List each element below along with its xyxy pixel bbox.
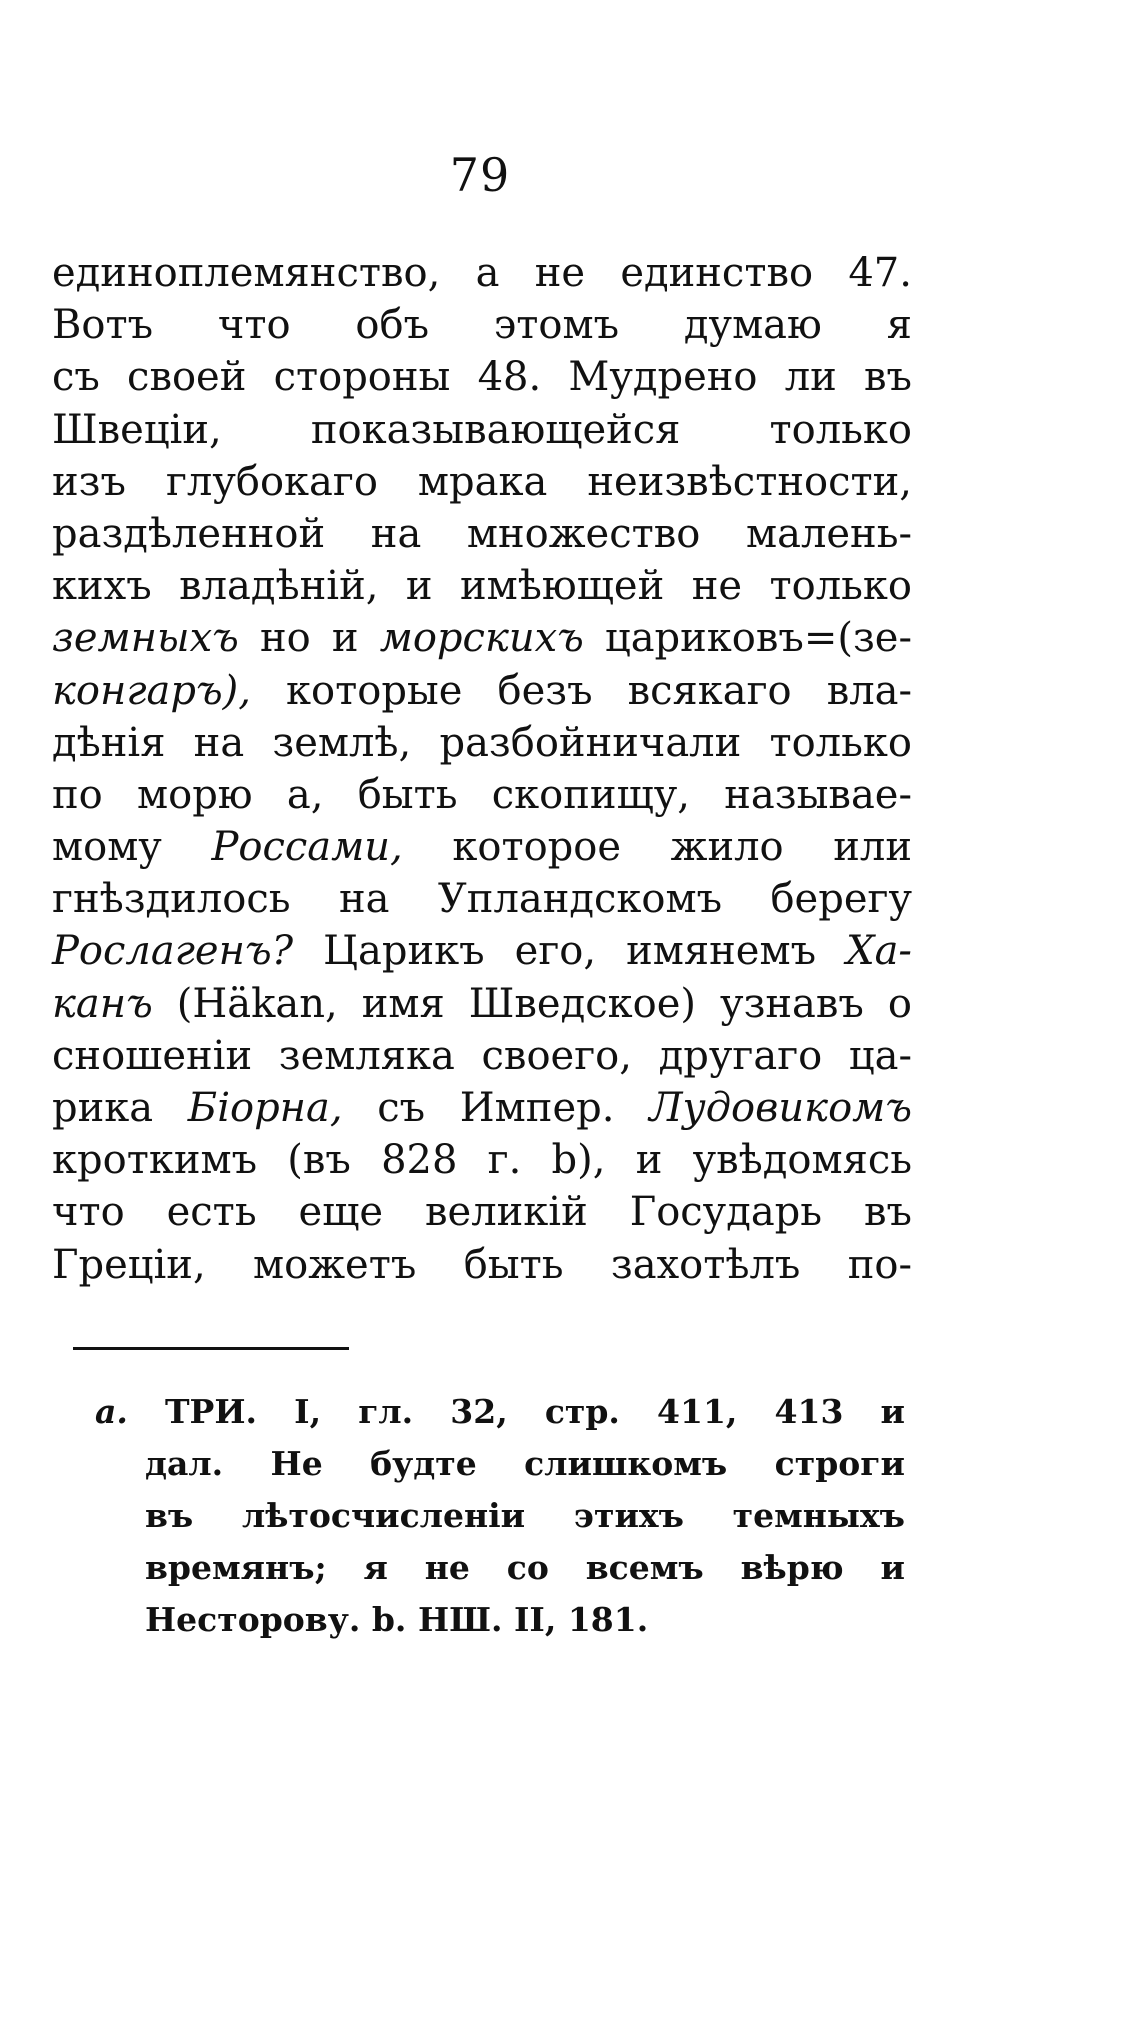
word: г.: [487, 1137, 522, 1184]
text-line: [52, 1085, 912, 1137]
word: малень-: [745, 510, 912, 557]
word: думаю: [683, 302, 822, 349]
italic-word: земныхъ: [52, 615, 239, 662]
italic-word: Лудовикомъ: [649, 1085, 912, 1131]
word: имя: [361, 980, 445, 1027]
text-line: [52, 668, 912, 720]
word: берегу: [770, 876, 912, 923]
word: ТРИ.: [164, 1392, 258, 1431]
word: и: [880, 1548, 905, 1587]
word: мому: [52, 824, 162, 871]
word: не: [691, 563, 743, 610]
word: II,: [513, 1600, 557, 1639]
word: не: [534, 250, 586, 296]
italic-word: морскихъ: [379, 615, 584, 662]
note-ref: a,: [286, 771, 324, 818]
word: безъ: [497, 667, 593, 714]
word: Вотъ: [52, 302, 154, 349]
word: не: [424, 1548, 470, 1587]
word: землѣ,: [272, 719, 412, 766]
italic-word: конгаръ),: [52, 667, 251, 714]
word: на: [193, 719, 245, 766]
word: мрака: [417, 458, 548, 505]
word: строги: [774, 1444, 905, 1483]
word: съ: [377, 1085, 426, 1131]
word: вла-: [826, 667, 912, 714]
word: только: [769, 719, 912, 766]
word: Швеціи,: [52, 406, 222, 453]
word: своей: [127, 354, 247, 401]
word: или: [833, 824, 912, 871]
word: раздѣленной: [52, 510, 326, 557]
text-line: [52, 1242, 912, 1294]
text-line: [52, 1137, 912, 1189]
word: Царикъ: [323, 928, 485, 975]
text-line: [52, 981, 912, 1033]
word: единоплемянство,: [52, 250, 441, 296]
word: въ: [145, 1496, 194, 1535]
word: Шведское): [468, 980, 696, 1027]
word: кихъ: [52, 563, 152, 610]
text-line: [52, 876, 912, 928]
word: великій: [425, 1189, 588, 1236]
word: имѣющей: [460, 563, 665, 610]
word: владѣній,: [179, 563, 379, 610]
word: я: [886, 302, 912, 349]
footnotes: [95, 1392, 905, 1652]
note-ref: 47.: [848, 250, 912, 296]
word: на: [370, 510, 422, 557]
word: 413: [774, 1392, 844, 1431]
word: изъ: [52, 458, 126, 505]
word: слишкомъ: [524, 1444, 728, 1483]
text-line: [52, 511, 912, 563]
word: гл.: [358, 1392, 414, 1431]
word: всякаго: [627, 667, 792, 714]
page-number: 79: [449, 148, 511, 202]
italic-word: Біорна,: [187, 1085, 343, 1131]
word: другаго: [658, 1032, 823, 1079]
text-line: [52, 1189, 912, 1241]
word: сношеніи: [52, 1032, 253, 1079]
word: темныхъ: [732, 1496, 905, 1535]
word: имянемъ: [626, 928, 817, 975]
word: быть: [463, 1241, 564, 1288]
word: и: [635, 1137, 663, 1184]
word: единство: [620, 250, 814, 296]
word: гнѣздилось: [52, 876, 291, 923]
word: (Häkan,: [176, 980, 338, 1027]
word: ли: [784, 354, 837, 401]
footnote-marker: b.: [371, 1600, 407, 1639]
word: НШ.: [417, 1600, 503, 1639]
text-line: [52, 563, 912, 615]
word: которые: [286, 667, 463, 714]
word: лѣтосчисленіи: [241, 1496, 526, 1535]
word: стр.: [544, 1392, 620, 1431]
note-ref: 48.: [477, 354, 542, 401]
word: 828: [381, 1137, 458, 1184]
word: захотѣлъ: [610, 1241, 801, 1288]
word: этихъ: [573, 1496, 684, 1535]
word: объ: [355, 302, 430, 349]
word: цариковъ=(зе-: [604, 615, 912, 662]
word: стороны: [273, 354, 451, 401]
italic-word: Рослагенъ?: [52, 928, 294, 975]
word: называе-: [724, 771, 912, 818]
word: ца-: [848, 1032, 912, 1079]
word: по-: [847, 1241, 912, 1288]
text-line: [52, 824, 912, 876]
word: Упландскомъ: [437, 876, 723, 923]
word: 181.: [567, 1600, 649, 1639]
word: увѣдомясь: [692, 1137, 912, 1184]
word: всемъ: [585, 1548, 704, 1587]
word: глубокаго: [165, 458, 378, 505]
word: что: [52, 1189, 125, 1236]
footnote-marker: a.: [95, 1392, 128, 1431]
text-line: [52, 615, 912, 667]
word: на: [338, 876, 390, 923]
word: только: [769, 406, 912, 453]
footnote-line: [95, 1444, 905, 1496]
word: рика: [52, 1085, 154, 1131]
word: а: [475, 250, 500, 296]
word: въ: [863, 354, 912, 401]
word: времянъ;: [145, 1548, 327, 1587]
word: и: [405, 563, 433, 610]
word: только: [769, 563, 912, 610]
word: что: [217, 302, 291, 349]
word: Не: [270, 1444, 323, 1483]
word: и: [880, 1392, 905, 1431]
footnote-line: [95, 1600, 905, 1652]
word: этомъ: [493, 302, 620, 349]
word: и: [331, 615, 359, 662]
word: Греціи,: [52, 1241, 206, 1288]
text-line: [52, 250, 912, 302]
note-ref: b),: [551, 1137, 606, 1184]
text-line: [52, 407, 912, 459]
text-line: [52, 354, 912, 406]
word: Государь: [629, 1189, 823, 1236]
footnote-line: [95, 1548, 905, 1600]
word: въ: [864, 1189, 912, 1236]
word: которое: [452, 824, 622, 871]
word: неизвѣстности,: [587, 458, 912, 505]
word: съ: [52, 354, 100, 401]
word: есть: [166, 1189, 257, 1236]
text-line: [52, 720, 912, 772]
italic-word: Ха-: [846, 928, 912, 975]
word: разбойничали: [439, 719, 742, 766]
word: быть: [357, 771, 458, 818]
word: Несторову.: [145, 1600, 361, 1639]
italic-word: канъ: [52, 980, 153, 1027]
footnote-rule: [73, 1347, 349, 1350]
text-line: [52, 1033, 912, 1085]
word: земляка: [278, 1032, 455, 1079]
word: можетъ: [253, 1241, 417, 1288]
word: множество: [466, 510, 701, 557]
italic-word: Россами,: [211, 824, 403, 871]
word: Мудрено: [568, 354, 758, 401]
word: дѣнія: [52, 719, 166, 766]
text-line: [52, 459, 912, 511]
word: 411,: [657, 1392, 738, 1431]
word: морю: [137, 771, 253, 818]
word: кроткимъ: [52, 1137, 258, 1184]
word: показывающейся: [310, 406, 681, 453]
word: его,: [514, 928, 597, 975]
body-text: [52, 250, 912, 1294]
text-line: [52, 928, 912, 980]
word: скопищу,: [491, 771, 691, 818]
word: о: [887, 980, 912, 1027]
word: но: [259, 615, 311, 662]
word: я: [363, 1548, 388, 1587]
footnote-line: [95, 1496, 905, 1548]
word: еще: [298, 1189, 384, 1236]
word: своего,: [481, 1032, 632, 1079]
word: дал.: [145, 1444, 224, 1483]
word: узнавъ: [720, 980, 864, 1027]
word: по: [52, 771, 103, 818]
word: I,: [294, 1392, 322, 1431]
text-line: [52, 302, 912, 354]
word: Импер.: [459, 1085, 615, 1131]
word: (въ: [287, 1137, 351, 1184]
word: 32,: [450, 1392, 508, 1431]
text-line: [52, 772, 912, 824]
footnote-line: [95, 1392, 905, 1444]
word: жило: [670, 824, 784, 871]
word: вѣрю: [740, 1548, 844, 1587]
word: будте: [370, 1444, 477, 1483]
word: со: [506, 1548, 549, 1587]
